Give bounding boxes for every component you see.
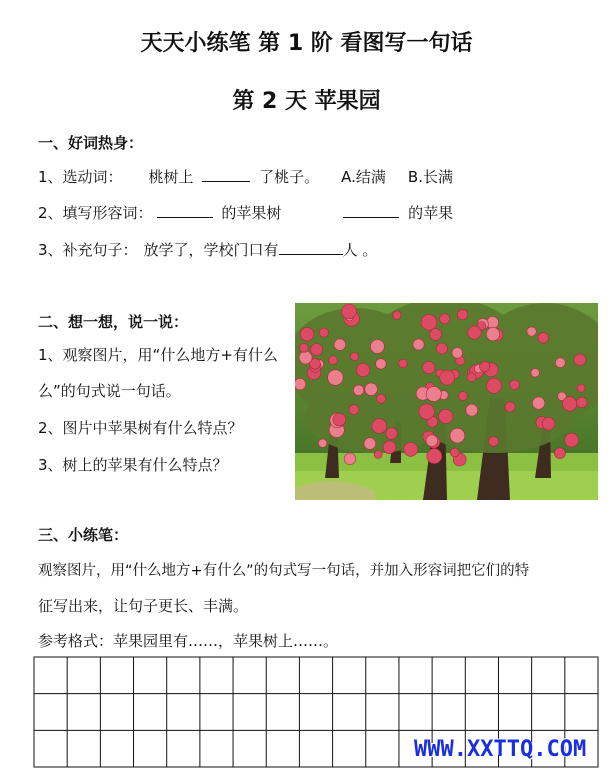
apple-mark <box>450 448 459 457</box>
apple-mark <box>486 378 501 393</box>
q3-prefix: 3、补充句子： <box>38 241 138 259</box>
apple-mark <box>531 369 540 378</box>
apple-mark <box>480 361 490 371</box>
apple-mark <box>554 448 565 459</box>
apple-mark <box>328 370 344 386</box>
apple-mark <box>342 304 357 319</box>
apple-mark <box>466 404 478 416</box>
apple-mark <box>356 363 369 376</box>
apple-mark <box>562 397 576 411</box>
q2-text-1: 的苹果树 <box>221 204 282 222</box>
section3-line1: 观察图片，用“什么地方+有什么”的句式写一句话，并加入形容词把它们的特 <box>38 563 530 579</box>
apple-mark <box>333 413 346 426</box>
apple-mark <box>436 343 447 354</box>
apple-mark <box>299 351 312 364</box>
apple-mark <box>527 327 536 336</box>
apple-mark <box>377 394 386 403</box>
section3-line3: 参考格式：苹果园里有……，苹果树上……。 <box>38 632 339 650</box>
apple-mark <box>419 404 435 420</box>
apple-mark <box>542 417 555 430</box>
q2-text-2: 的苹果 <box>408 204 454 222</box>
section2-heading: 二、想一想，说一说： <box>38 313 189 331</box>
section1-q2 <box>38 202 453 223</box>
section3-line2: 征写出来，让句子更长、丰满。 <box>38 597 249 615</box>
apple-mark <box>574 354 586 366</box>
apple-mark <box>565 433 579 447</box>
section2-q1-line2: 么”的句式说一句话。 <box>38 382 181 400</box>
apple-mark <box>372 419 387 434</box>
q3-text-after: 人 。 <box>342 241 378 259</box>
section1-heading: 一、好词热身： <box>38 134 144 152</box>
section2-q3: 3、树上的苹果有什么特点？ <box>38 456 228 474</box>
page-subtitle: 第 2 天 苹果园 <box>232 89 381 114</box>
apple-mark <box>334 339 346 351</box>
q1-text-before: 桃树上 <box>148 168 194 186</box>
apple-mark <box>349 405 359 415</box>
apple-mark <box>467 373 476 382</box>
section2-q2: 2、图片中苹果树有什么特点？ <box>38 419 243 437</box>
apple-mark <box>329 356 338 365</box>
apple-mark <box>538 332 549 343</box>
apple-mark <box>440 314 450 324</box>
apple-mark <box>295 378 306 390</box>
q1-option-a: A.结满 <box>341 168 386 186</box>
apple-mark <box>426 435 438 447</box>
page-title: 天天小练笔 第 1 阶 看图写一句话 <box>140 31 473 56</box>
apple-mark <box>421 314 437 330</box>
section3-heading: 三、小练笔： <box>38 526 129 544</box>
apple-mark <box>364 438 376 450</box>
q2-blank-1[interactable] <box>157 203 213 218</box>
apple-mark <box>393 311 401 319</box>
apple-orchard-photo <box>295 303 598 500</box>
apple-mark <box>439 409 453 423</box>
apple-mark <box>426 386 441 401</box>
q3-text-before: 放学了，学校门口有 <box>143 241 279 259</box>
apple-mark <box>486 327 499 340</box>
q1-prefix: 1、选动词： <box>38 168 123 186</box>
apple-mark <box>430 329 442 341</box>
apple-mark <box>505 402 515 412</box>
apple-mark <box>365 383 378 396</box>
watermark: WWW.XXTTQ.COM <box>414 737 587 762</box>
apple-mark <box>532 397 544 409</box>
q1-blank[interactable] <box>202 167 250 182</box>
apple-mark <box>404 442 418 456</box>
apple-mark <box>383 441 396 454</box>
apple-mark <box>319 328 328 337</box>
apple-mark <box>311 344 323 356</box>
q1-text-after: 了桃子。 <box>259 168 320 186</box>
section1-q3 <box>38 239 377 260</box>
q3-blank[interactable] <box>279 240 343 255</box>
apple-mark <box>386 428 398 440</box>
apple-mark <box>318 439 327 448</box>
apple-mark <box>452 348 463 359</box>
q2-blank-2[interactable] <box>343 203 399 218</box>
apple-mark <box>374 451 382 459</box>
apple-mark <box>577 397 588 408</box>
apple-mark <box>577 384 585 392</box>
apple-mark <box>353 385 364 396</box>
apple-mark <box>510 380 520 390</box>
apple-mark <box>299 343 308 352</box>
apple-mark <box>459 392 468 401</box>
apple-mark <box>300 327 314 341</box>
section1-q1 <box>38 166 453 187</box>
apple-mark <box>555 358 565 368</box>
apple-mark <box>376 359 387 370</box>
apple-mark <box>351 353 359 361</box>
section2-q1-line1: 1、观察图片，用“什么地方+有什么 <box>38 346 278 364</box>
apple-mark <box>440 370 455 385</box>
apple-mark <box>399 359 408 368</box>
apple-mark <box>450 428 465 443</box>
apple-mark <box>427 449 442 464</box>
apple-mark <box>413 339 424 350</box>
apple-mark <box>370 340 384 354</box>
apple-mark <box>489 437 499 447</box>
q2-prefix: 2、填写形容词： <box>38 204 153 222</box>
apple-mark <box>457 309 468 320</box>
apple-mark <box>423 361 435 373</box>
q1-option-b: B.长满 <box>407 168 453 186</box>
apple-mark <box>344 453 356 465</box>
apple-mark <box>468 326 481 339</box>
